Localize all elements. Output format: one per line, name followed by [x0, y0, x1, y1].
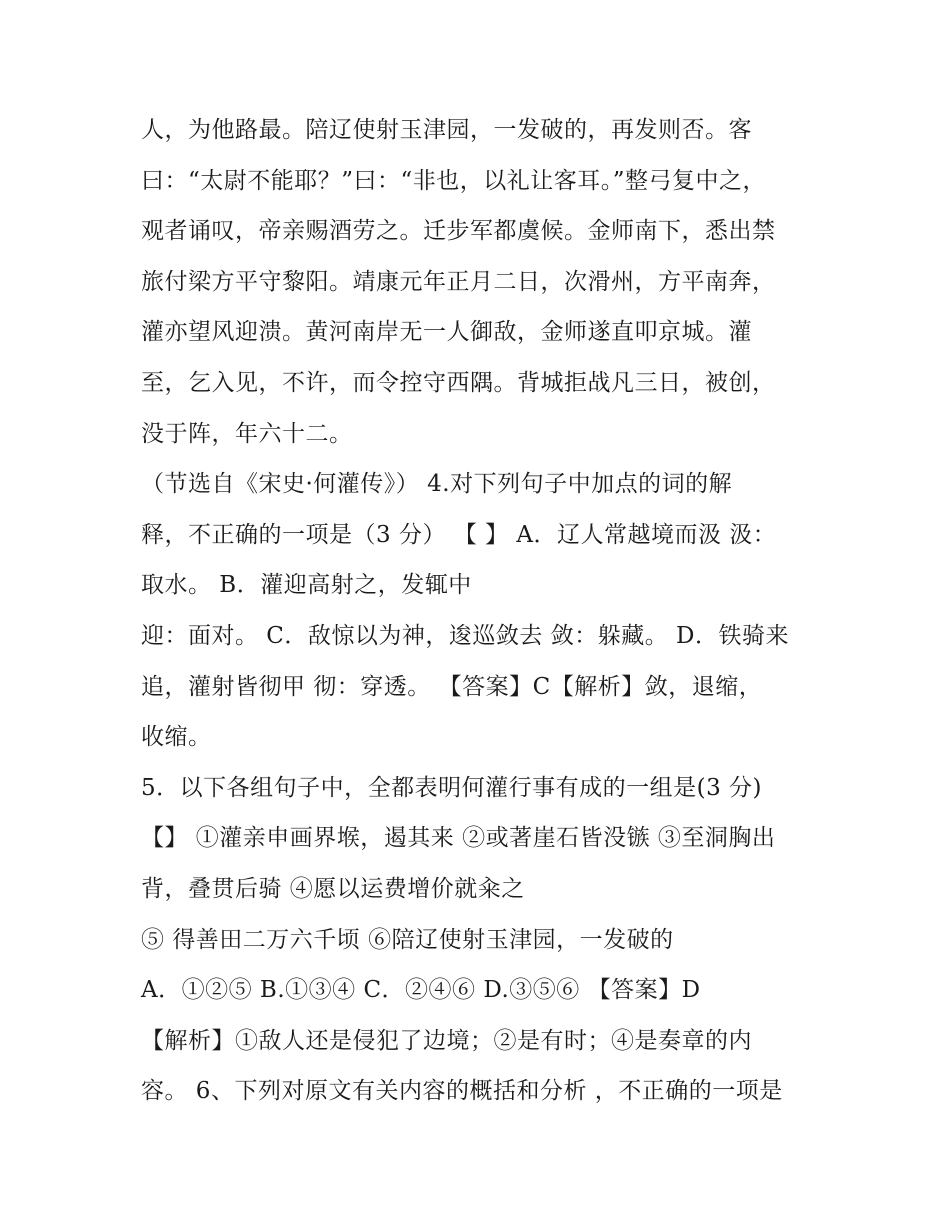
question-4-line: 迎：面对。 C．敌惊以为神，逡巡敛去 敛：躲藏。 D．铁骑来 — [141, 622, 789, 649]
question-5-line: ⑤ 得善田二万六千顷 ⑥陪辽使射玉津园，一发破的 — [141, 926, 674, 953]
question-5-line: 【】 ①灌亲申画界堠，遏其来 ②或著崖石皆没镞 ③至洞胸出 — [141, 825, 776, 852]
question-4-line: 释，不正确的一项是（3 分） 【 】 A．辽人常越境而汲 汲： — [141, 521, 777, 548]
text-line: 至，乞入见，不许，而令控守西隅。背城拒战凡三日，被创， — [141, 369, 776, 396]
text-line: 旅付梁方平守黎阳。靖康元年正月二日，次滑州，方平南奔， — [141, 268, 776, 295]
answer-4-line: 收缩。 — [141, 724, 212, 751]
text-line: 人，为他路最。陪辽使射玉津园，一发破的，再发则否。客 — [141, 117, 752, 143]
question-5-options-line: A．①②⑤ B.①③④ C．②④⑥ D.③⑤⑥ 【答案】D — [141, 977, 701, 1004]
question-5-line: 5．以下各组句子中，全都表明何灌行事有成的一组是(3 分) — [141, 774, 763, 801]
document-text — [141, 105, 821, 1117]
question-5-line: 背，叠贯后骑 ④愿以运费增价就籴之 — [141, 875, 525, 902]
answer-5-line: 【解析】①敌人还是侵犯了边境；②是有时；④是奏章的内 — [141, 1027, 752, 1054]
text-line: 灌亦望风迎溃。黄河南岸无一人御敌，金师遂直叩京城。灌 — [141, 319, 752, 346]
source-citation-line: （节选自《宋史·何灌传》） 4.对下列句子中加点的词的解 — [141, 471, 733, 498]
question-4-line: 取水。 B．灌迎高射之，发辄中 — [141, 572, 472, 599]
text-line: 曰：“太尉不能耶？”曰：“非也，以礼让客耳。”整弓复中之， — [141, 167, 767, 194]
answer-4-line: 追，灌射皆彻甲 彻：穿透。 【答案】C【解析】敛，退缩， — [141, 673, 763, 700]
text-line: 观者诵叹，帝亲赐酒劳之。迁步军都虞候。金师南下，悉出禁 — [141, 218, 776, 245]
question-6-line: 容。 6、下列对原文有关内容的概括和分析 ，不正确的一项是 — [141, 1078, 783, 1105]
text-line: 没于阵，年六十二。 — [141, 420, 353, 447]
